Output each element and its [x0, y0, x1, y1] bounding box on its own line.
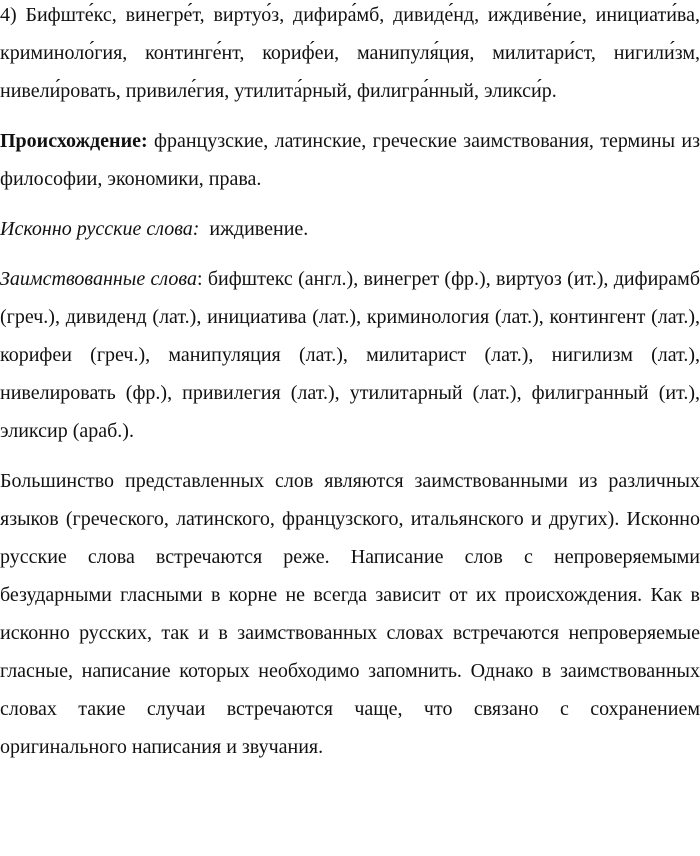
borrowed-words-paragraph — [0, 260, 700, 450]
word-list-paragraph: 4) Бифште́кс, винегре́т, виртуо́з, дифира́мб, дивиде́нд, иждиве́ние, инициати́ва, криминоло́гия, континге́нт, кориф́еи, манипуля́ция, милитари́ст, нигили́зм, нивели́ровать, привиле́гия, утилита́рный, филигра́нный, эликси́р. — [0, 4, 700, 102]
native-label: Исконно русские слова: — [0, 218, 200, 240]
native-text: иждивение. — [199, 218, 309, 240]
borrowed-label: Заимствованные слова — [0, 268, 197, 290]
origin-paragraph — [0, 122, 700, 198]
native-words-paragraph — [0, 210, 700, 248]
conclusion-paragraph: Большинство представленных слов являются заимствованными из различных языков (греческого, латинского, французского, итальянского и других). Исконно русские слова встречаются реже. Написание слов с непроверяемыми безударными гласными в корне не всегда зависит от их происхождения. Как в исконно русских, так и в заимствованных словах встречаются непроверяемые гласные, написание которых необходимо запомнить. Однако в заимствованных словах такие случаи встречаются чаще, что связано с сохранением оригинального написания и звучания. — [0, 470, 700, 758]
origin-text: французские, латинские, греческие заимствования, термины из философии, экономики, права. — [0, 130, 700, 190]
borrowed-text: : бифштекс (англ.), винегрет (фр.), виртуоз (ит.), дифирамб (греч.), дивиденд (лат.), инициатива (лат.), криминология (лат.), контингент (лат.), корифеи (греч.), манипуляция (лат.), милитарист (лат.), нигилизм (лат.), нивелировать (фр.), привилегия (лат.), утилитарный (лат.), филигранный (ит.), эликсир (араб.). — [0, 268, 700, 442]
origin-label: Происхождение: — [0, 130, 148, 152]
